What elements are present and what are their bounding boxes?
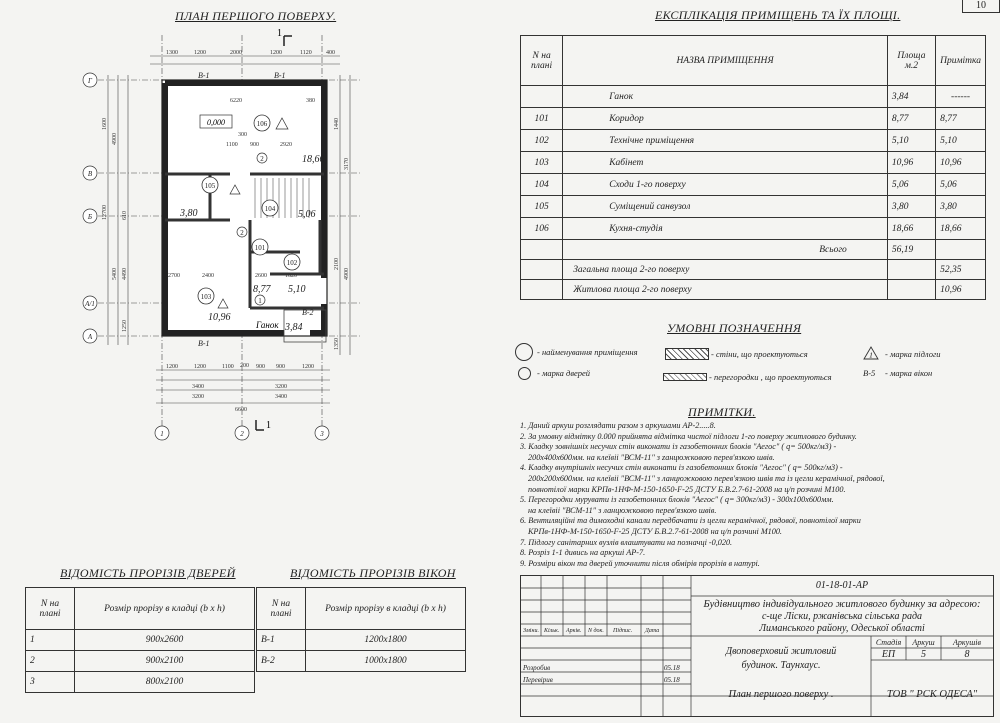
legend-item: - марка підлоги: [885, 349, 941, 359]
room-area-104: 5,06: [298, 209, 316, 220]
project-code: 01-18-01-АР: [815, 580, 869, 591]
header-note: Примітка: [936, 36, 986, 86]
dim-label: 2920: [280, 142, 292, 148]
plan-title: ПЛАН ПЕРШОГО ПОВЕРХУ.: [175, 9, 337, 23]
col-header: Арків.: [566, 628, 582, 634]
project-line-1: Будівництво індивідуального житлового будинку за адресою:: [703, 599, 981, 610]
window-size: 1200х1800: [306, 630, 466, 651]
dim-label: 900: [276, 364, 285, 370]
dim-label: 2600: [255, 273, 267, 279]
note-line: 8. Розріз 1-1 дивись на аркуші АР-7.: [520, 548, 646, 558]
svg-text:104: 104: [264, 205, 276, 213]
row-name: Сходи 1-го поверху: [563, 174, 888, 196]
dim-label: 2400: [202, 273, 214, 279]
dim-label: 4900: [112, 133, 118, 145]
legend-item: - марка дверей: [537, 368, 591, 378]
header-num: N на плані: [521, 36, 563, 86]
dim-label: 3200: [192, 394, 204, 400]
svg-text:106: 106: [256, 120, 268, 128]
dim-label: 300: [238, 132, 247, 138]
dim-label: 200: [240, 363, 249, 369]
row-area: 3,84: [887, 86, 935, 108]
sheets-value: 8: [964, 649, 970, 660]
axis-label: 2: [240, 430, 244, 438]
wall-hatch-icon: [665, 348, 709, 360]
window-num: В-1: [257, 630, 306, 651]
row-name: Суміщений санвузол: [563, 196, 888, 218]
explication-table: [520, 35, 986, 300]
axis-label: В: [87, 170, 93, 178]
note-line: 200х400х600мм. на клеївіі "ВСМ-11" з zaнцюжковою перев'язкою швів.: [528, 452, 775, 462]
row-area: 5,10: [887, 130, 935, 152]
explication-title: ЕКСПЛІКАЦІЯ ПРИМІЩЕНЬ ТА ЇХ ПЛОЩІ.: [655, 8, 901, 22]
dim-label: 1200: [302, 364, 314, 370]
row-note: 10,96: [936, 152, 986, 174]
dim-label: 3170: [344, 158, 350, 170]
row-note: 8,77: [936, 108, 986, 130]
col-header: Кільк.: [544, 628, 560, 634]
note-line: 1. Даний аркуш розглядати разом з аркушами АР-2.....8.: [520, 421, 716, 430]
dim-label: 1100: [226, 142, 238, 148]
room-area-105: 3,80: [180, 208, 198, 219]
doors-table: [25, 587, 255, 693]
door-size: 900х2100: [75, 651, 255, 672]
legend-title: УМОВНІ ПОЗНАЧЕННЯ: [667, 321, 802, 335]
header-name: НАЗВА ПРИМІЩЕННЯ: [563, 36, 888, 86]
header-area: Площа м.2: [887, 36, 935, 86]
axis-label: А/1: [85, 300, 95, 308]
legend-item: - перегородки , що проектуються: [709, 372, 832, 382]
page-number: 10: [976, 0, 986, 11]
dim-label: 4490: [122, 268, 128, 280]
note-line: 5. Перегородки мурувати із газобетонних блоків "Аегос" ( q= 300кг/м3) - 300х100х600мм.: [520, 495, 834, 505]
svg-text:101: 101: [254, 244, 266, 252]
sheet-title: План першого поверху .: [728, 689, 834, 700]
svg-text:2: 2: [260, 155, 264, 163]
door-size: 900х2600: [75, 630, 255, 651]
svg-text:102: 102: [286, 259, 298, 267]
svg-text:1: 1: [258, 297, 262, 305]
window-label: В-1: [274, 71, 286, 80]
axis-label: А: [87, 333, 93, 341]
window-size: 1000х1800: [306, 651, 466, 672]
floor-plan-drawing: [70, 20, 370, 445]
col-header: Зміни.: [523, 628, 539, 634]
legend: [515, 340, 985, 390]
door-mark-symbol-icon: [518, 367, 531, 380]
dim-label: 1440: [334, 118, 340, 130]
dim-label: 3200: [275, 384, 287, 390]
note-line: 3. Кладку зовнішніх несучих стін виконати із газобетонних блоків "Аегос" ( q= 500кг/м3) -: [520, 442, 837, 452]
row-name: Кухня-студія: [563, 218, 888, 240]
note-line: КРПв-1НФ-М-150-1650-F-25 ДСТУ Б.В.2.7-61-2008 на ц/п розчині М100.: [528, 526, 782, 536]
room-area-103: 10,96: [208, 312, 231, 323]
date-developed: 05.18: [664, 664, 680, 672]
row-note: 5,10: [936, 130, 986, 152]
svg-text:2: 2: [240, 229, 244, 237]
room-name-symbol-icon: [515, 343, 533, 361]
company-name: ТОВ " РСК ОДЕСА": [886, 689, 978, 700]
section-mark-bottom: 1: [266, 420, 271, 431]
dim-label: 1600: [102, 118, 108, 130]
date-checked: 05.18: [664, 676, 680, 684]
dim-label: 400: [326, 50, 335, 56]
row-area: 8,77: [887, 108, 935, 130]
svg-text:105: 105: [204, 182, 216, 190]
floor-mark-number: 1: [869, 351, 873, 360]
row-num: 106: [521, 218, 563, 240]
row-note: 3,80: [936, 196, 986, 218]
axis-label: 3: [320, 430, 324, 438]
header-size: Розмір прорізу в кладці (b x h): [306, 588, 466, 630]
porch-label: Ганок: [256, 320, 279, 330]
note-line: 4. Кладку внутрішніх несучих стін виконати із газобетонних блоків "Аегос" ( q= 500кг/м3) -: [520, 463, 843, 473]
dim-label: 380: [306, 98, 315, 104]
row-name: Ганок: [563, 86, 888, 108]
windows-title: ВІДОМІСТЬ ПРОРІЗІВ ВІКОН: [290, 566, 456, 580]
section-mark-top: 1: [277, 28, 282, 39]
dim-label: 6600: [235, 407, 247, 413]
dim-label: 900: [250, 142, 259, 148]
dim-label: 3400: [192, 384, 204, 390]
row-num: 104: [521, 174, 563, 196]
dim-label: 610: [122, 211, 128, 220]
header-num: N на плані: [26, 588, 75, 630]
row-name: Кабінет: [563, 152, 888, 174]
axis-label: Б: [87, 213, 93, 221]
dim-label: 1350: [334, 338, 340, 350]
notes-title: ПРИМІТКИ.: [688, 405, 756, 419]
extra-label: Житлова площа 2-го поверху: [563, 280, 888, 300]
note-line: 6. Вентиляційні та димоходні канали передбачати із цегли керамічної, рядової, повнотілої марки: [520, 516, 861, 526]
row-area: 18,66: [887, 218, 935, 240]
checked-label: Перевірив: [523, 676, 553, 684]
dim-label: 1300: [166, 50, 178, 56]
doors-title: ВІДОМІСТЬ ПРОРІЗІВ ДВЕРЕЙ: [60, 566, 236, 580]
room-area-102: 5,10: [288, 284, 306, 295]
page-number-box: [962, 0, 1000, 13]
door-num: 3: [26, 672, 75, 693]
row-num: 103: [521, 152, 563, 174]
notes-list: [520, 421, 990, 569]
dim-label: 1200: [194, 364, 206, 370]
door-num: 1: [26, 630, 75, 651]
window-label: В-1: [198, 71, 210, 80]
room-area-106: 18,66: [302, 154, 325, 165]
project-line-2: с-ще Ліски, ржанівська сільська рада: [761, 611, 923, 622]
door-num: 2: [26, 651, 75, 672]
partition-hatch-icon: [663, 373, 707, 381]
dim-label: 1200: [166, 364, 178, 370]
row-note: 5,06: [936, 174, 986, 196]
dim-label: 2100: [334, 258, 340, 270]
extra-value: 10,96: [936, 280, 986, 300]
room-area-101: 8,77: [253, 284, 271, 295]
row-area: 10,96: [887, 152, 935, 174]
object-line-1: Двоповерховий житловий: [725, 646, 837, 657]
legend-item: - стіни, що проектуються: [711, 349, 808, 359]
level-mark: 0,000: [207, 118, 225, 127]
dim-label: 1120: [300, 50, 312, 56]
window-label: В-1: [198, 339, 210, 348]
row-name: Коридор: [563, 108, 888, 130]
total-label: Всього: [563, 240, 888, 260]
legend-item: - марка вікон: [885, 368, 933, 378]
total-value: 56,19: [887, 240, 935, 260]
svg-text:103: 103: [200, 293, 212, 301]
col-header: N док.: [588, 628, 604, 634]
row-area: 5,06: [887, 174, 935, 196]
dim-label: 6220: [230, 98, 242, 104]
object-line-2: будинок. Таунхаус.: [741, 660, 821, 671]
row-num: [521, 86, 563, 108]
stage-label: Стадія: [875, 638, 902, 647]
header-size: Розмір прорізу в кладці (b x h): [75, 588, 255, 630]
dim-label: 1250: [122, 320, 128, 332]
dim-label: 1100: [222, 364, 234, 370]
note-line: на клеївіі "ВСМ-11" з ланцюжковою перев'язкою швів.: [528, 505, 717, 515]
stage-value: ЕП: [881, 649, 896, 660]
dim-label: 1200: [194, 50, 206, 56]
dim-label: 12700: [102, 205, 108, 220]
floor-mark-triangle-icon: [863, 346, 879, 360]
dim-label: 1200: [270, 50, 282, 56]
window-label: В-2: [302, 308, 314, 317]
window-num: В-2: [257, 651, 306, 672]
window-mark-symbol: В-5: [863, 368, 876, 378]
dim-label: 5400: [112, 268, 118, 280]
axis-label: Г: [88, 77, 92, 85]
dim-label: 2000: [230, 50, 242, 56]
note-line: 200х200х600мм. на клеївіі "ВСМ-11" з ланцюжковою перев'язкою швів та із цегли керамічної, рядової,: [528, 473, 885, 483]
windows-table: [256, 587, 466, 672]
porch-area: 3,84: [285, 322, 303, 333]
project-line-3: Лиманського району, Одеської області: [759, 623, 925, 634]
row-num: 105: [521, 196, 563, 218]
row-num: 101: [521, 108, 563, 130]
sheet-label: Аркуш: [912, 638, 935, 647]
title-block: [520, 575, 994, 717]
dim-label: 3400: [275, 394, 287, 400]
row-note: ------: [936, 86, 986, 108]
sheet-value: 5: [921, 649, 926, 660]
sheets-label: Аркушів: [953, 638, 981, 647]
legend-item: - найменування приміщення: [537, 347, 638, 357]
extra-label: Загальна площа 2-го поверху: [563, 260, 888, 280]
note-line: 7. Підлогу санітарних вузлів влаштувати на позначці -0,020.: [520, 537, 733, 547]
row-num: 102: [521, 130, 563, 152]
axis-label: 1: [160, 430, 164, 438]
dim-label: 4900: [344, 268, 350, 280]
extra-value: 52,35: [936, 260, 986, 280]
dim-label: 2700: [168, 273, 180, 279]
row-name: Технічне приміщення: [563, 130, 888, 152]
note-line: повнотілої марки КРПв-1НФ-М-150-1650-F-25 ДСТУ Б.В.2.7-61-2008 на ц/п розчині М100.: [528, 484, 846, 494]
dim-label: 1820: [285, 273, 297, 279]
dim-label: 900: [256, 364, 265, 370]
door-size: 800х2100: [75, 672, 255, 693]
row-area: 3,80: [887, 196, 935, 218]
note-line: 9. Розміри вікон та дверей уточнити після обмірів прорізів в натурі.: [520, 558, 760, 568]
col-header: Дата: [645, 628, 660, 634]
note-line: 2. За умовну відмітку 0.000 прийнята відмітка чистої підлоги 1-го поверху житлового будинку.: [520, 431, 857, 441]
row-note: 18,66: [936, 218, 986, 240]
developed-label: Розробив: [523, 664, 551, 672]
col-header: Підпис.: [613, 628, 633, 634]
header-num: N на плані: [257, 588, 306, 630]
